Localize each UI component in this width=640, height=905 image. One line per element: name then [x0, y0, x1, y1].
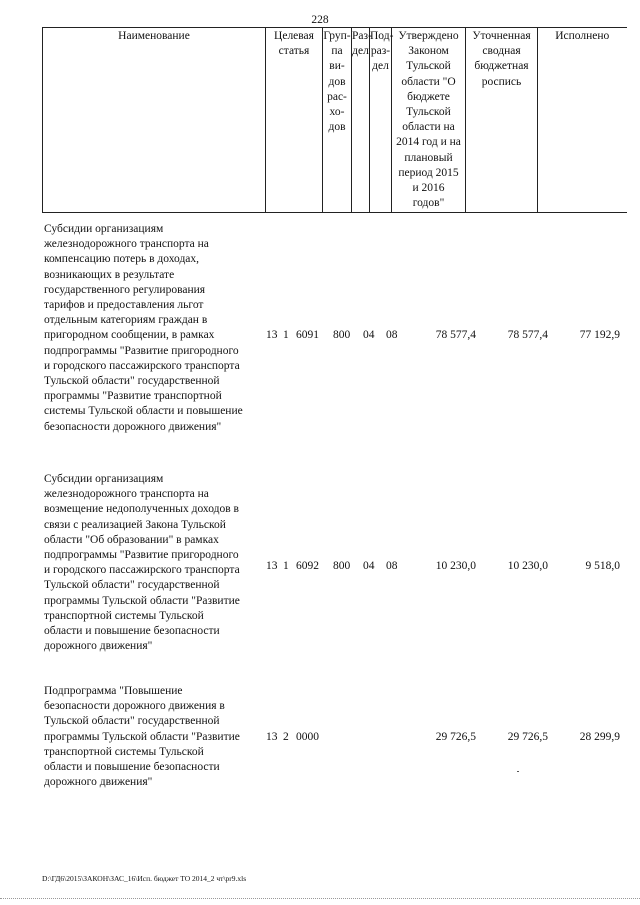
header-name: Наименование	[43, 28, 266, 213]
refined-value: 78 577,4	[507, 329, 548, 341]
row-description: Субсидии организациям железнодорожного транспорта на возмещение недополученных доходов в связи с реализацией Закона Тульской области "Об образовании" в рамках подпрограммы "Развитие пригородного и городского пассажирского транспорта Тульской области" государственной программы Тульской области "Развитие транспортной системы Тульской области и повышение безопасности дорожного движения"	[44, 473, 240, 653]
row-description: Субсидии организациям железнодорожного транспорта на компенсацию потерь в доходах, возникающих в результате государственного регулирования тарифов и предоставления льгот отдельным категориям граждан в пригородном сообщении, в рамках подпрограммы "Развитие пригородного и городского пассажирского транспорта Тульской области" государственной программы "Развитие транспортной системы Тульской области и повышение безопасности дорожного движения"	[44, 223, 243, 433]
section: 04	[363, 560, 375, 572]
code-subprogram: 2	[283, 731, 289, 743]
header-target-article: Целевая статья	[266, 28, 323, 213]
code-direction: 0000	[296, 731, 319, 743]
table-row	[0, 222, 640, 442]
header-approved: Утверждено Законом Тульской области "О бюджете Тульской области на 2014 год и на плановый период 2015 и 2016 годов"	[392, 28, 466, 213]
header-refined: Уточненная сводная бюджетная роспись	[466, 28, 538, 213]
code-direction: 6091	[296, 329, 319, 341]
header-subsection: Под- раз- дел	[370, 28, 392, 213]
code-direction: 6092	[296, 560, 319, 572]
refined-value: 29 726,5	[507, 731, 548, 743]
bottom-scan-edge	[0, 898, 640, 899]
section: 04	[363, 329, 375, 341]
expense-group: 800	[333, 329, 351, 341]
code-program: 13	[266, 560, 278, 572]
expense-group: 800	[333, 560, 351, 572]
code-subprogram: 1	[283, 329, 289, 341]
code-subprogram: 1	[283, 560, 289, 572]
subsection: 08	[386, 560, 398, 572]
header-expense-group: Груп- па ви- дов рас- хо- дов	[323, 28, 352, 213]
table-header	[42, 27, 627, 213]
row-description: Подпрограмма "Повышение безопасности дорожного движения в Тульской области" государственной программы Тульской области "Развитие транспортной системы Тульской области и повышение безопасности дорожного движения"	[44, 685, 240, 789]
code-program: 13	[266, 329, 278, 341]
approved-value: 78 577,4	[435, 329, 476, 341]
approved-value: 29 726,5	[435, 731, 476, 743]
header-executed: Исполнено	[538, 28, 627, 213]
subsection: 08	[386, 329, 398, 341]
footer-file-path: D:\ГД6\2015\ЗАКОН\ЗАС_16\Исп. бюджет ТО 2014_2 чт\pr9.xls	[42, 874, 247, 883]
executed-value: 77 192,9	[579, 329, 620, 341]
executed-value: 28 299,9	[579, 731, 620, 743]
table-row	[0, 684, 640, 794]
table-row	[0, 472, 640, 662]
page-number: 228	[311, 14, 329, 26]
executed-value: 9 518,0	[585, 560, 620, 572]
header-section: Раз- дел	[352, 28, 370, 213]
refined-value: 10 230,0	[507, 560, 548, 572]
code-program: 13	[266, 731, 278, 743]
scan-speck	[517, 771, 519, 772]
approved-value: 10 230,0	[435, 560, 476, 572]
